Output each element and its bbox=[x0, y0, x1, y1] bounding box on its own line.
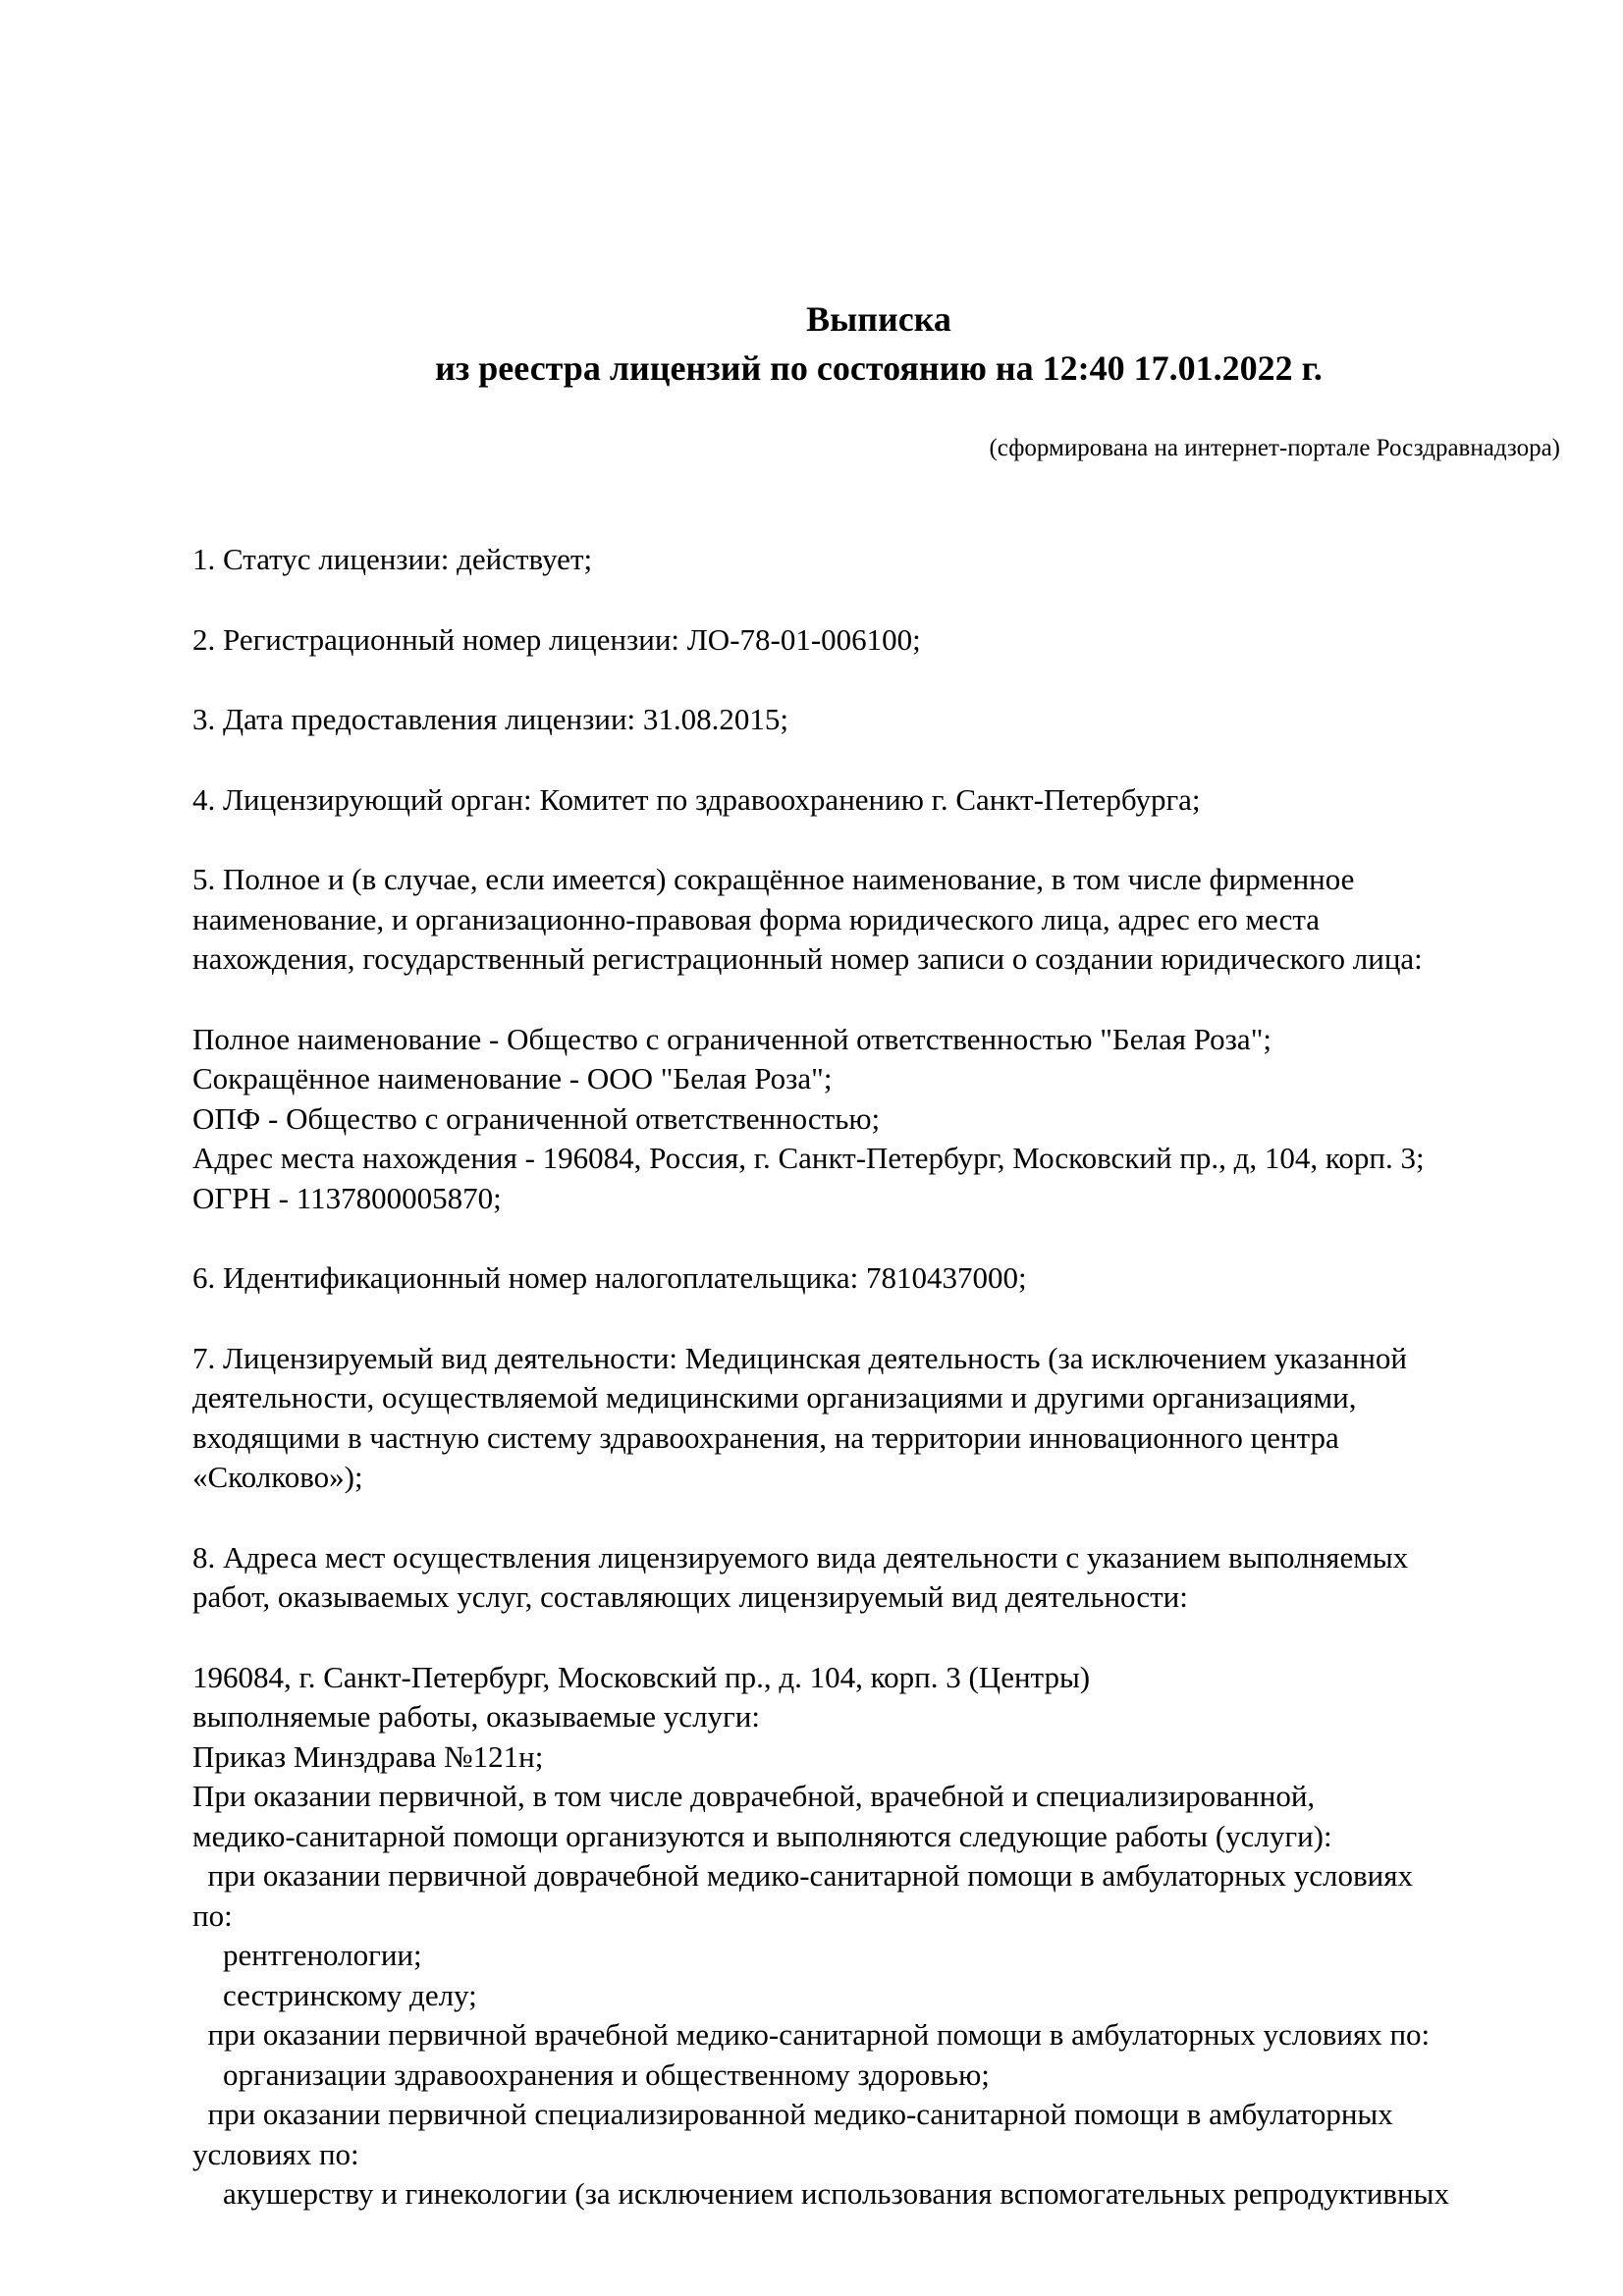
item7-line: деятельности, осуществляемой медицинскими организациями и другими организациями, bbox=[192, 1380, 1357, 1415]
address-line: сестринскому делу; bbox=[192, 1977, 477, 2012]
org-address: Адрес места нахождения - 196084, Россия, г. Санкт-Петербург, Московский пр., д, 104, корп. 3; bbox=[192, 1141, 1425, 1175]
licensing-authority: 4. Лицензирующий орган: Комитет по здравоохранению г. Санкт-Петербурга; bbox=[192, 781, 1201, 817]
address-line: при оказании первичной доврачебной медико-санитарной помощи в амбулаторных условиях bbox=[192, 1858, 1413, 1893]
address-line: При оказании первичной, в том числе доврачебной, врачебной и специализированной, bbox=[192, 1779, 1316, 1813]
org-ogrn: ОГРН - 1137800005870; bbox=[192, 1180, 502, 1215]
item5-line: 5. Полное и (в случае, если имеется) сокращённое наименование, в том числе фирменное bbox=[192, 862, 1355, 896]
item8-line: работ, оказываемых услуг, составляющих лицензируемый вид деятельности: bbox=[192, 1579, 1188, 1614]
document-subtitle: из реестра лицензий по состоянию на 12:40 17.01.2022 г. bbox=[435, 348, 1323, 388]
org-short-name: Сокращённое наименование - ООО "Белая Роза"; bbox=[192, 1061, 833, 1095]
address-line: при оказании первичной специализированной медико-санитарной помощи в амбулаторных bbox=[192, 2097, 1393, 2131]
address-line: 196084, г. Санкт-Петербург, Московский пр., д. 104, корп. 3 (Центры) bbox=[192, 1659, 1091, 1694]
address-line: выполняемые работы, оказываемые услуги: bbox=[192, 1699, 760, 1734]
document-title: Выписка bbox=[806, 299, 951, 339]
license-status: 1. Статус лицензии: действует; bbox=[192, 542, 593, 576]
address-line: Приказ Минздрава №121н; bbox=[192, 1738, 544, 1774]
address-line: медико-санитарной помощи организуются и выполняются следующие работы (услуги): bbox=[192, 1818, 1332, 1853]
item7-line: входящими в частную систему здравоохранения, на территории инновационного центра bbox=[192, 1419, 1339, 1455]
address-line: акушерству и гинекологии (за исключением использования вспомогательных репродуктивных bbox=[192, 2176, 1449, 2211]
org-full-name: Полное наименование - Общество с ограниченной ответственностью "Белая Роза"; bbox=[192, 1021, 1271, 1056]
document-body bbox=[192, 540, 1587, 2215]
address-line: по: bbox=[192, 1897, 233, 1933]
address-line: рентгенологии; bbox=[192, 1938, 422, 1972]
item8-line: 8. Адреса мест осуществления лицензируемого вида деятельности с указанием выполняемых bbox=[192, 1539, 1409, 1575]
generation-note: (сформирована на интернет-портале Росздравнадзора) bbox=[989, 435, 1560, 461]
license-issue-date: 3. Дата предоставления лицензии: 31.08.2015; bbox=[192, 702, 789, 736]
address-line: условиях по: bbox=[192, 2136, 359, 2171]
item5-line: наименование, и организационно-правовая форма юридического лица, адрес его места bbox=[192, 901, 1321, 936]
address-line: организации здравоохранения и общественному здоровью; bbox=[192, 2056, 990, 2092]
item5-line: нахождения, государственный регистрационный номер записи о создании юридического лица: bbox=[192, 941, 1423, 976]
taxpayer-id: 6. Идентификационный номер налогоплательщика: 7810437000; bbox=[192, 1260, 1027, 1295]
org-legal-form: ОПФ - Общество с ограниченной ответственностью; bbox=[192, 1100, 881, 1136]
item7-line: 7. Лицензируемый вид деятельности: Медицинская деятельность (за исключением указанной bbox=[192, 1340, 1407, 1375]
item7-line: «Сколково»); bbox=[192, 1460, 363, 1494]
license-reg-number: 2. Регистрационный номер лицензии: ЛО-78-01-006100; bbox=[192, 621, 921, 657]
address-line: при оказании первичной врачебной медико-санитарной помощи в амбулаторных условиях по: bbox=[192, 2017, 1431, 2052]
